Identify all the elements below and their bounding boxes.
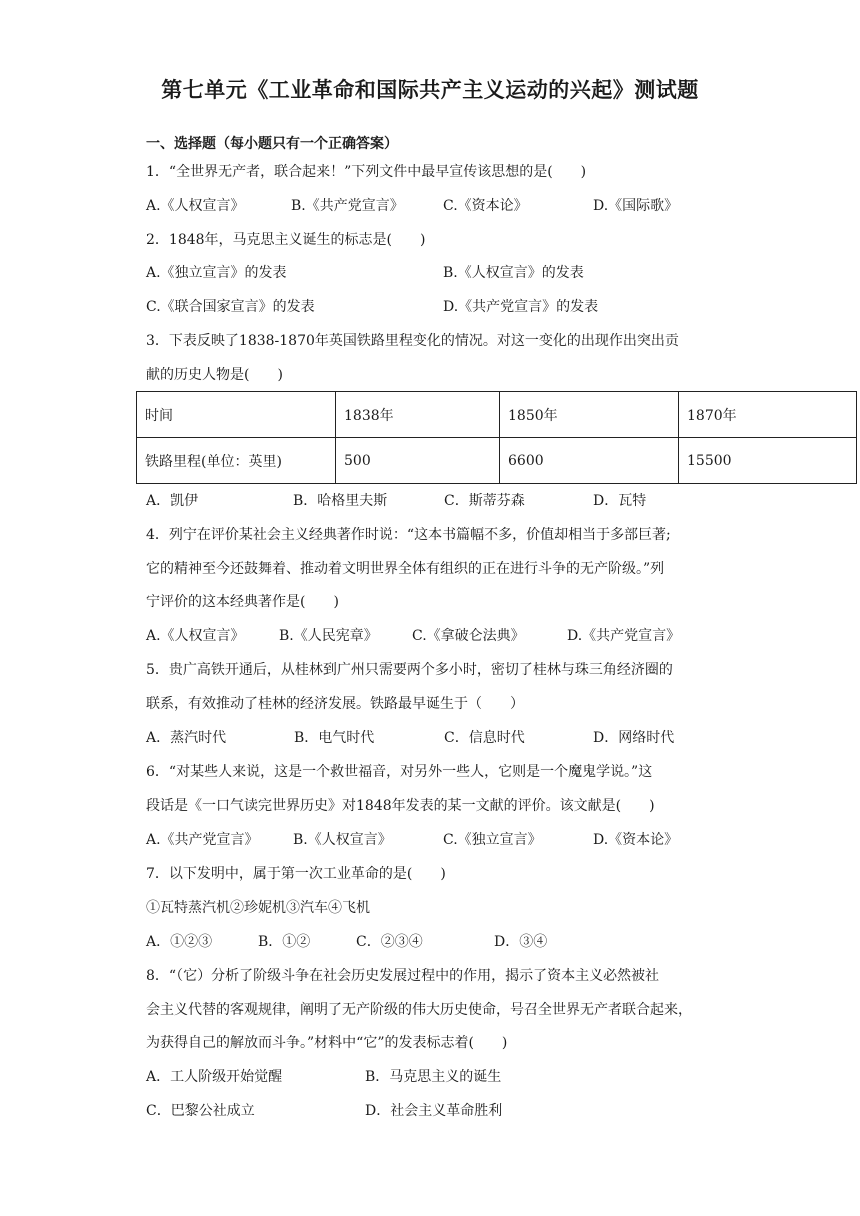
- q2-option-a: A.《独立宣言》的发表: [146, 265, 287, 281]
- q1-option-d: D.《国际歌》: [593, 198, 679, 214]
- table-row: [137, 392, 857, 438]
- q4-option-c: C.《拿破仑法典》: [412, 628, 525, 644]
- table-cell: 6600: [500, 438, 679, 484]
- q4-option-d: D.《共产党宣言》: [567, 628, 681, 644]
- q5-option-a: A．蒸汽时代: [146, 730, 227, 746]
- question-8-line-1: 8．“（它）分析了阶级斗争在社会历史发展过程中的作用，揭示了资本主义必然被社: [146, 968, 660, 984]
- q3-option-a: A．凯伊: [146, 493, 199, 509]
- question-6-line-1: 6．“对某些人来说，这是一个救世福音，对另外一些人，它则是一个魔鬼学说。”这: [146, 764, 653, 780]
- q8-option-b: B．马克思主义的诞生: [365, 1069, 502, 1085]
- table-cell: 500: [336, 438, 500, 484]
- table-cell: 1850年: [500, 392, 679, 438]
- question-7: 7．以下发明中，属于第一次工业革命的是( ): [146, 866, 446, 882]
- q2-option-b: B.《人权宣言》的发表: [443, 265, 584, 281]
- question-5-line-2: 联系，有效推动了桂林的经济发展。铁路最早诞生于（ ）: [146, 696, 524, 712]
- q1-option-c: C.《资本论》: [443, 198, 528, 214]
- q8-option-d: D．社会主义革命胜利: [365, 1103, 503, 1119]
- q4-option-a: A.《人权宣言》: [146, 628, 245, 644]
- table-cell: 时间: [137, 392, 336, 438]
- question-4-line-1: 4．列宁在评价某社会主义经典著作时说：“这本书篇幅不多，价值却相当于多部巨著;: [146, 527, 671, 543]
- table-cell: 铁路里程(单位：英里): [137, 438, 336, 484]
- section-heading: 一、选择题（每小题只有一个正确答案）: [146, 136, 398, 152]
- q5-option-b: B．电气时代: [294, 730, 375, 746]
- question-8-line-3: 为获得自己的解放而斗争。”材料中“它”的发表标志着( ): [146, 1035, 508, 1051]
- q7-option-d: D．③④: [494, 934, 548, 950]
- page-title: 第七单元《工业革命和国际共产主义运动的兴起》测试题: [161, 78, 699, 102]
- q5-option-c: C．信息时代: [444, 730, 525, 746]
- question-3-line-2: 献的历史人物是( ): [146, 367, 283, 383]
- table-cell: 15500: [679, 438, 857, 484]
- question-8-line-2: 会主义代替的客观规律，阐明了无产阶级的伟大历史使命，号召全世界无产者联合起来，: [146, 1002, 692, 1018]
- question-7-items: ①瓦特蒸汽机②珍妮机③汽车④飞机: [146, 900, 370, 916]
- q3-option-b: B．哈格里夫斯: [293, 493, 388, 509]
- railway-mileage-table: [136, 391, 857, 484]
- q3-option-d: D．瓦特: [593, 493, 647, 509]
- q7-option-c: C．②③④: [356, 934, 423, 950]
- q6-option-d: D.《资本论》: [593, 832, 679, 848]
- q8-option-c: C．巴黎公社成立: [146, 1103, 255, 1119]
- q1-option-b: B.《共产党宣言》: [291, 198, 404, 214]
- q8-option-a: A．工人阶级开始觉醒: [146, 1069, 283, 1085]
- q2-option-d: D.《共产党宣言》的发表: [443, 299, 599, 315]
- q4-option-b: B.《人民宪章》: [279, 628, 378, 644]
- question-3-line-1: 3．下表反映了1838-1870年英国铁路里程变化的情况。对这一变化的出现作出突出贡: [146, 333, 679, 349]
- question-4-line-2: 它的精神至今还鼓舞着、推动着文明世界全体有组织的正在进行斗争的无产阶级。”列: [146, 561, 665, 577]
- table-row: [137, 438, 857, 484]
- table-cell: 1870年: [679, 392, 857, 438]
- q7-option-b: B．①②: [258, 934, 311, 950]
- q6-option-b: B.《人权宣言》: [293, 832, 392, 848]
- q5-option-d: D．网络时代: [593, 730, 675, 746]
- q7-option-a: A．①②③: [146, 934, 213, 950]
- question-2: 2．1848年，马克思主义诞生的标志是( ): [146, 232, 426, 248]
- question-5-line-1: 5．贵广高铁开通后，从桂林到广州只需要两个多小时，密切了桂林与珠三角经济圈的: [146, 662, 673, 678]
- question-6-line-2: 段话是《一口气读完世界历史》对1848年发表的某一文献的评价。该文献是( ): [146, 798, 655, 814]
- q3-option-c: C．斯蒂芬森: [444, 493, 525, 509]
- q1-option-a: A.《人权宣言》: [146, 198, 245, 214]
- table-cell: 1838年: [336, 392, 500, 438]
- question-1: 1．“全世界无产者，联合起来！”下列文件中最早宣传该思想的是( ): [146, 164, 587, 180]
- q6-option-c: C.《独立宣言》: [443, 832, 542, 848]
- q6-option-a: A.《共产党宣言》: [146, 832, 259, 848]
- question-4-line-3: 宁评价的这本经典著作是( ): [146, 594, 339, 610]
- q2-option-c: C.《联合国家宣言》的发表: [146, 299, 315, 315]
